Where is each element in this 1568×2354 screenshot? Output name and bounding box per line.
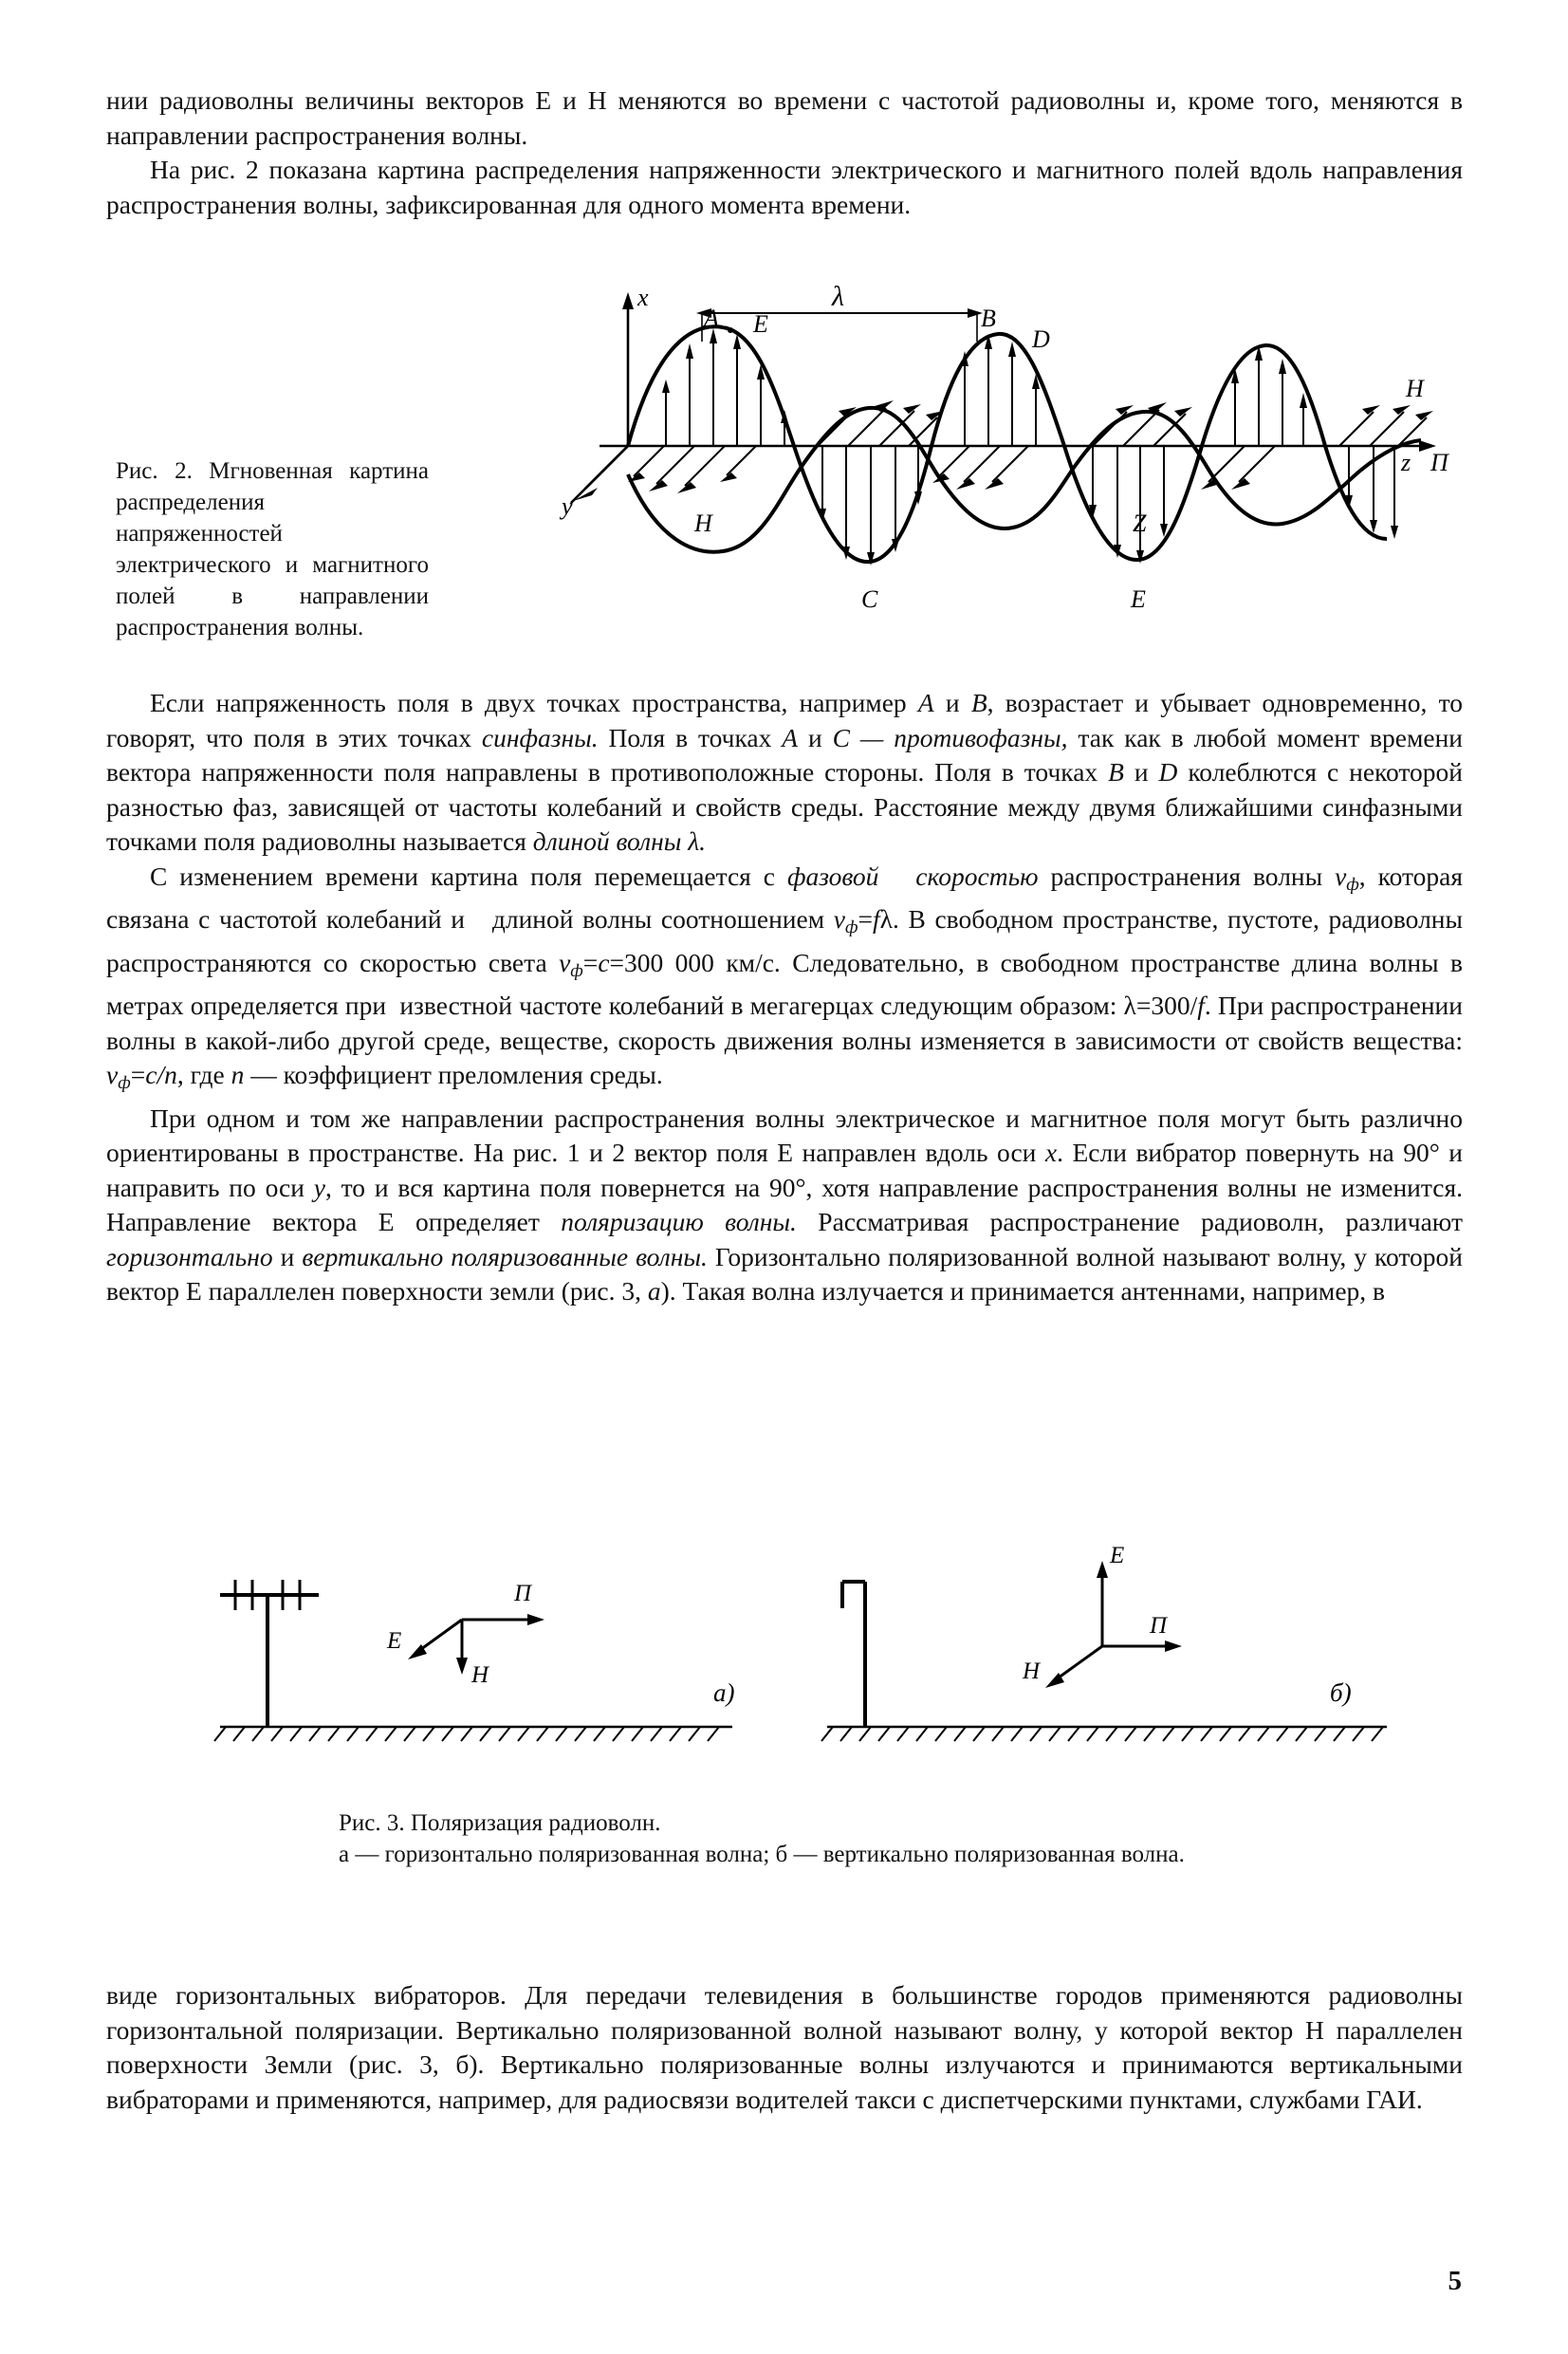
figure-2-label-e-top: E bbox=[753, 310, 768, 338]
figure-2-label-b: B bbox=[981, 305, 996, 332]
figure-2-label-d: D bbox=[1032, 325, 1050, 353]
figure-2-label-a: A bbox=[704, 305, 719, 332]
figure-3a-label-e: E bbox=[387, 1628, 402, 1654]
figure-3 bbox=[106, 1542, 1463, 1867]
figure-2-label-z-inner: Z bbox=[1133, 510, 1147, 537]
figure-3b-label-h: H bbox=[1023, 1659, 1041, 1684]
figure-3b-label-p: П bbox=[1150, 1613, 1168, 1639]
figure-2-label-c: C bbox=[861, 585, 878, 613]
figure-2-label-h-right: H bbox=[1406, 375, 1424, 402]
bottom-text-block bbox=[106, 1978, 1463, 2117]
figure-2-label-e-bottom: E bbox=[1131, 585, 1146, 613]
page-number: 5 bbox=[1448, 2266, 1462, 2296]
figure-2-label-h-left: H bbox=[694, 510, 712, 537]
figure-3-label-part-b: б) bbox=[1330, 1678, 1352, 1707]
paragraph-bottom: виде горизонтальных вибраторов. Для передачи телевидения в большинстве городов применяются радиоволны горизонтальной поляризации. Вертикально поляризованной волной называют волну, у которой вектор H параллелен поверхности Земли (рис. 3, б). Вертикально поляризованные волны излучаются и принимаются вертикальными вибраторами и применяются, например, для радиосвязи водителей такси с диспетчерскими пунктами, службами ГАИ. bbox=[106, 1980, 1463, 2114]
figure-3a-label-h: H bbox=[471, 1662, 489, 1688]
figure-2-caption: Рис. 2. Мгновенная картина распределения напряженностей электрического и магнитного полей в направлении распространения волны. bbox=[116, 458, 429, 640]
paragraph-body-2: С изменением времени картина поля перемещается с фазовой скоростью распространения волны $v_ф$, которая связана с частотой колебаний и длиной волны соотношением $v_ф=f\lambda$. В свободном пространстве, пустоте, радиоволны распространяются со скоростью света $v_ф=c=300$ 000 км/с. Следовательно, в свободном пространстве длина волны в метрах определяется при известной частоте колебаний в мегагерцах следующим образом: λ=300/f. При распространении волны в какой-либо другой среде, веществе, скорость движения волны изменяется в зависимости от свойств вещества: $v_ф=c/n$, где n — коэффициент преломления среды. bbox=[106, 861, 1463, 1093]
figure-2-illustration bbox=[562, 281, 1463, 636]
figure-2-label-x: x bbox=[637, 284, 649, 311]
figure-3-illustration bbox=[201, 1542, 1425, 1798]
paragraph-top-2: На рис. 2 показана картина распределения напряженности электрического и магнитного полей вдоль направления распространения волны, зафиксированная для одного момента времени. bbox=[106, 155, 1463, 219]
figure-3a-label-p: П bbox=[514, 1581, 532, 1606]
figure-2 bbox=[106, 281, 1463, 664]
paragraph-top-1: нии радиоволны величины векторов E и H меняются во времени с частотой радиоволны и, кроме того, меняются в направлении распространения волны. bbox=[106, 85, 1463, 150]
figure-3-caption bbox=[339, 1807, 1192, 1870]
figure-2-label-lambda: λ bbox=[832, 281, 844, 312]
top-text-block bbox=[106, 83, 1463, 222]
body-text-block bbox=[106, 686, 1463, 1309]
figure-2-label-p: П bbox=[1430, 449, 1448, 476]
paragraph-body-1: Если напряженность поля в двух точках пространства, например A и B, возрастает и убывает одновременно, то говорят, что поля в этих точках синфазны. Поля в точках A и C — противофазны, так как в любой момент времени вектора напряженности поля направлены в противоположные стороны. Поля в точках B и D колеблются с некоторой разностью фаз, зависящей от частоты колебаний и свойств среды. Расстояние между двумя ближайшими синфазными точками поля радиоволны называется длиной волны λ. bbox=[106, 688, 1464, 856]
figure-3-caption-body: а — горизонтально поляризованная волна; б — вертикально поляризованная волна. bbox=[339, 1842, 1185, 1867]
figure-3-caption-title: Рис. 3. Поляризация радиоволн. bbox=[339, 1810, 661, 1836]
figure-2-label-z: z bbox=[1401, 449, 1411, 476]
figure-3b-label-e: E bbox=[1110, 1543, 1125, 1568]
paragraph-body-3: При одном и том же направлении распространения волны электрическое и магнитное поля могут быть различно ориентированы в пространстве. На рис. 1 и 2 вектор поля E направлен вдоль оси x. Если вибратор повернуть на 90° и направить по оси y, то и вся картина поля повернется на 90°, хотя направление распространения волны не изменится. Направление вектора E определяет поляризацию волны. Рассматривая распространение радиоволн, различают горизонтально и вертикально поляризованные волны. Горизонтально поляризованной волной называют волну, у которой вектор E параллелен поверхности земли (рис. 3, а). Такая волна излучается и принимается антеннами, например, в bbox=[106, 1103, 1463, 1306]
figure-3-label-part-a: а) bbox=[713, 1678, 735, 1707]
figure-2-label-y: y bbox=[562, 492, 573, 520]
